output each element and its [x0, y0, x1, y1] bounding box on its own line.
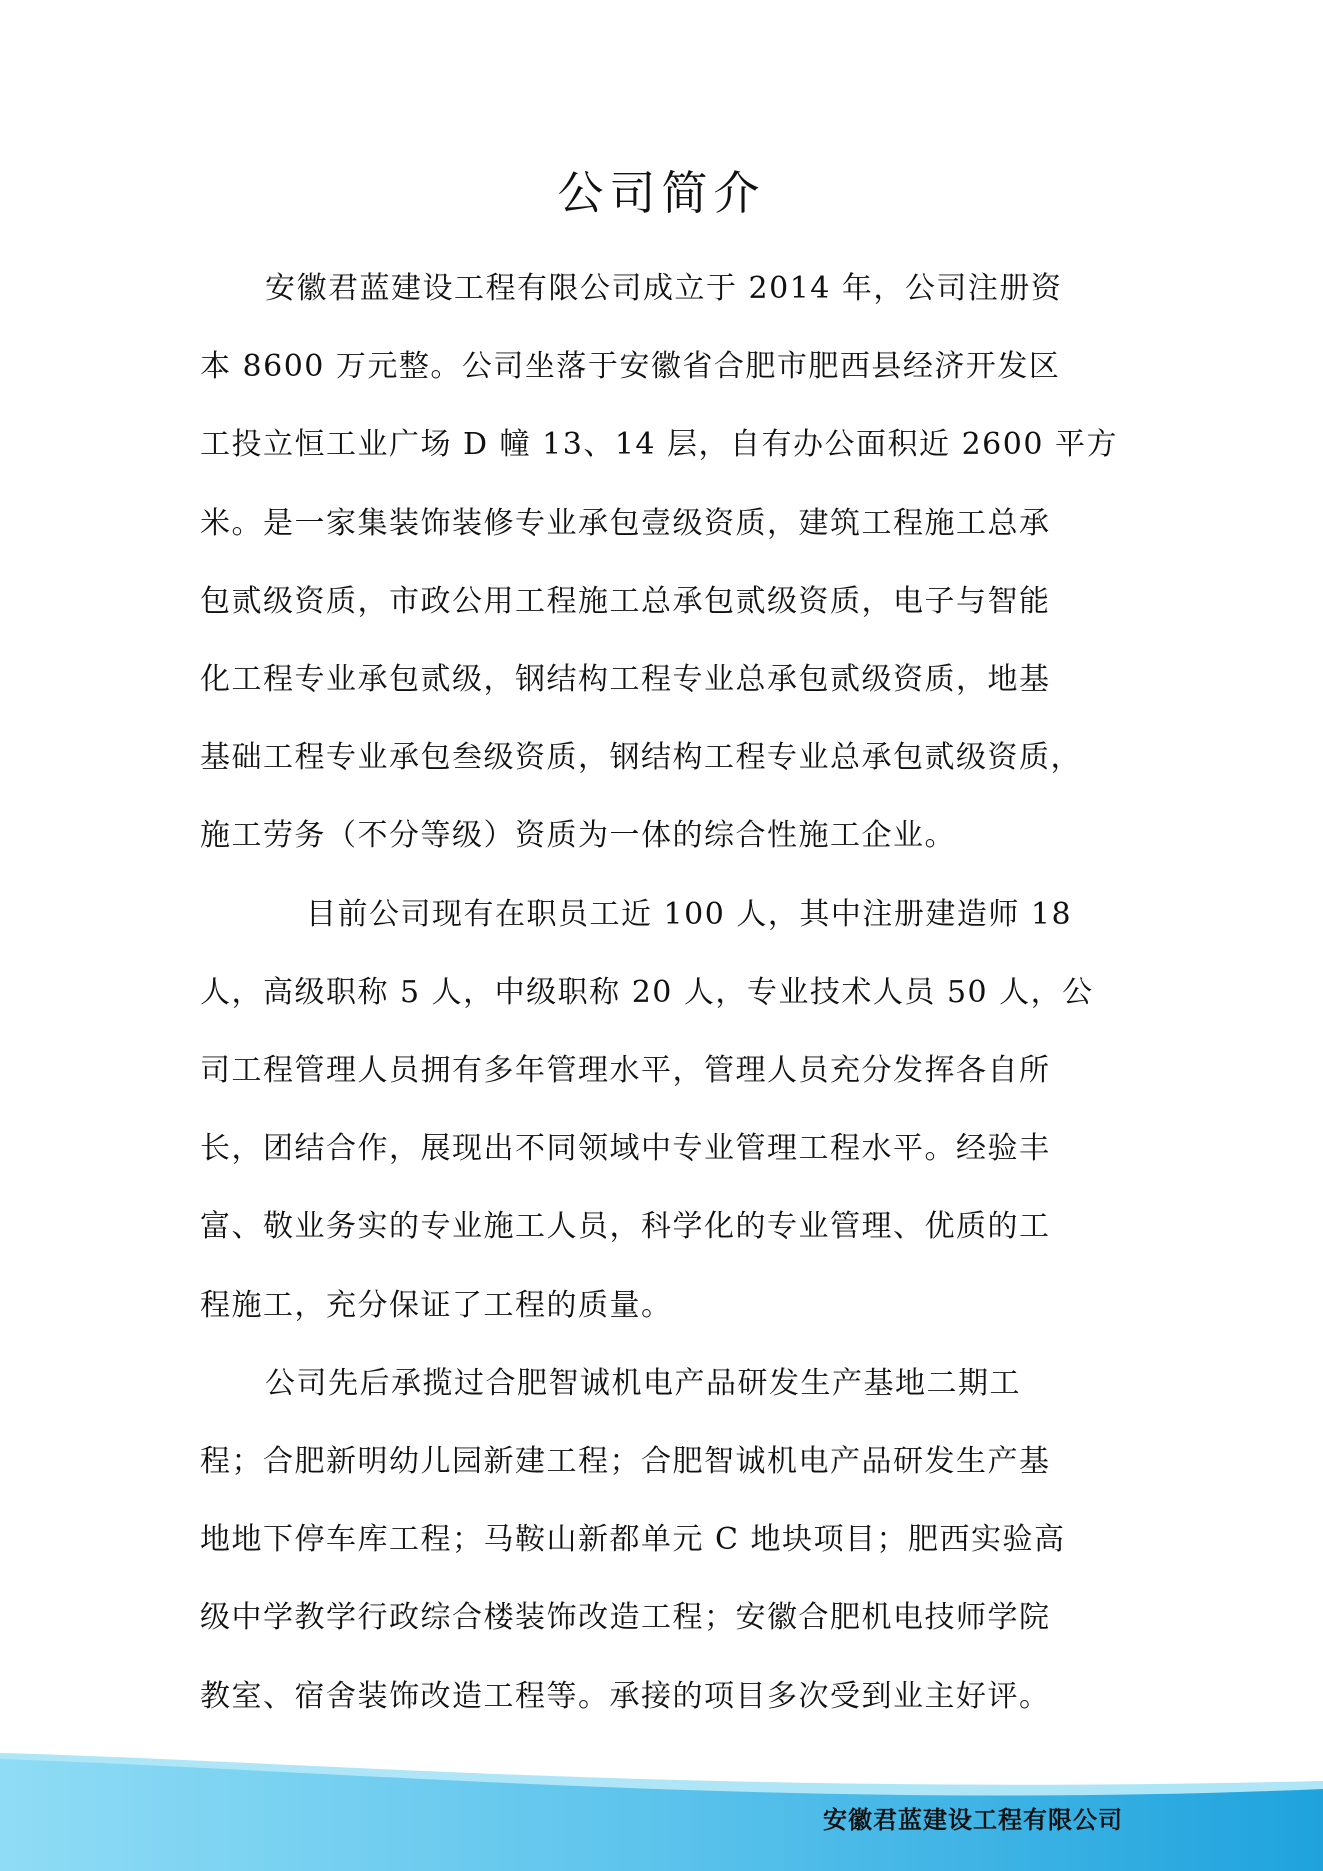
paragraph-line: 人，高级职称 5 人，中级职称 20 人，专业技术人员 50 人，公 — [200, 974, 1094, 1010]
paragraph-line: 教室、宿舍装饰改造工程等。承接的项目多次受到业主好评。 — [200, 1678, 1051, 1714]
paragraph-line: 司工程管理人员拥有多年管理水平，管理人员充分发挥各自所 — [200, 1053, 1051, 1089]
paragraph-line: 目前公司现有在职员工近 100 人，其中注册建造师 18 — [306, 896, 1073, 932]
body-text — [200, 250, 1140, 1736]
paragraph-line: 基础工程专业承包叁级资质，钢结构工程专业总承包贰级资质， — [200, 740, 1082, 776]
paragraph-line: 地地下停车库工程；马鞍山新都单元 C 地块项目；肥西实验高 — [200, 1522, 1066, 1558]
paragraph-line: 程；合肥新明幼儿园新建工程；合肥智诚机电产品研发生产基 — [200, 1444, 1051, 1480]
paragraph-3 — [200, 1345, 1140, 1736]
paragraph-line: 长，团结合作，展现出不同领域中专业管理工程水平。经验丰 — [200, 1131, 1051, 1167]
paragraph-2 — [200, 876, 1140, 1345]
paragraph-1 — [200, 250, 1140, 876]
paragraph-line: 米。是一家集装饰装修专业承包壹级资质，建筑工程施工总承 — [200, 505, 1051, 541]
page-title: 公司简介 — [557, 166, 766, 220]
paragraph-line: 本 8600 万元整。公司坐落于安徽省合肥市肥西县经济开发区 — [200, 349, 1061, 385]
paragraph-line: 程施工，充分保证了工程的质量。 — [200, 1287, 673, 1323]
footer-wave-decoration — [0, 1741, 1323, 1871]
paragraph-line: 工投立恒工业广场 D 幢 13、14 层，自有办公面积近 2600 平方 — [200, 427, 1118, 463]
paragraph-line: 公司先后承揽过合肥智诚机电产品研发生产基地二期工 — [265, 1365, 1021, 1401]
paragraph-line: 化工程专业承包贰级，钢结构工程专业总承包贰级资质，地基 — [200, 662, 1051, 698]
footer-company-name: 安徽君蓝建设工程有限公司 — [823, 1806, 1123, 1834]
paragraph-line: 级中学教学行政综合楼装饰改造工程；安徽合肥机电技师学院 — [200, 1600, 1051, 1636]
paragraph-line: 安徽君蓝建设工程有限公司成立于 2014 年，公司注册资 — [265, 271, 1063, 306]
paragraph-line: 施工劳务（不分等级）资质为一体的综合性施工企业。 — [200, 818, 956, 854]
paragraph-line: 包贰级资质，市政公用工程施工总承包贰级资质，电子与智能 — [200, 583, 1051, 619]
paragraph-line: 富、敬业务实的专业施工人员，科学化的专业管理、优质的工 — [200, 1209, 1051, 1245]
